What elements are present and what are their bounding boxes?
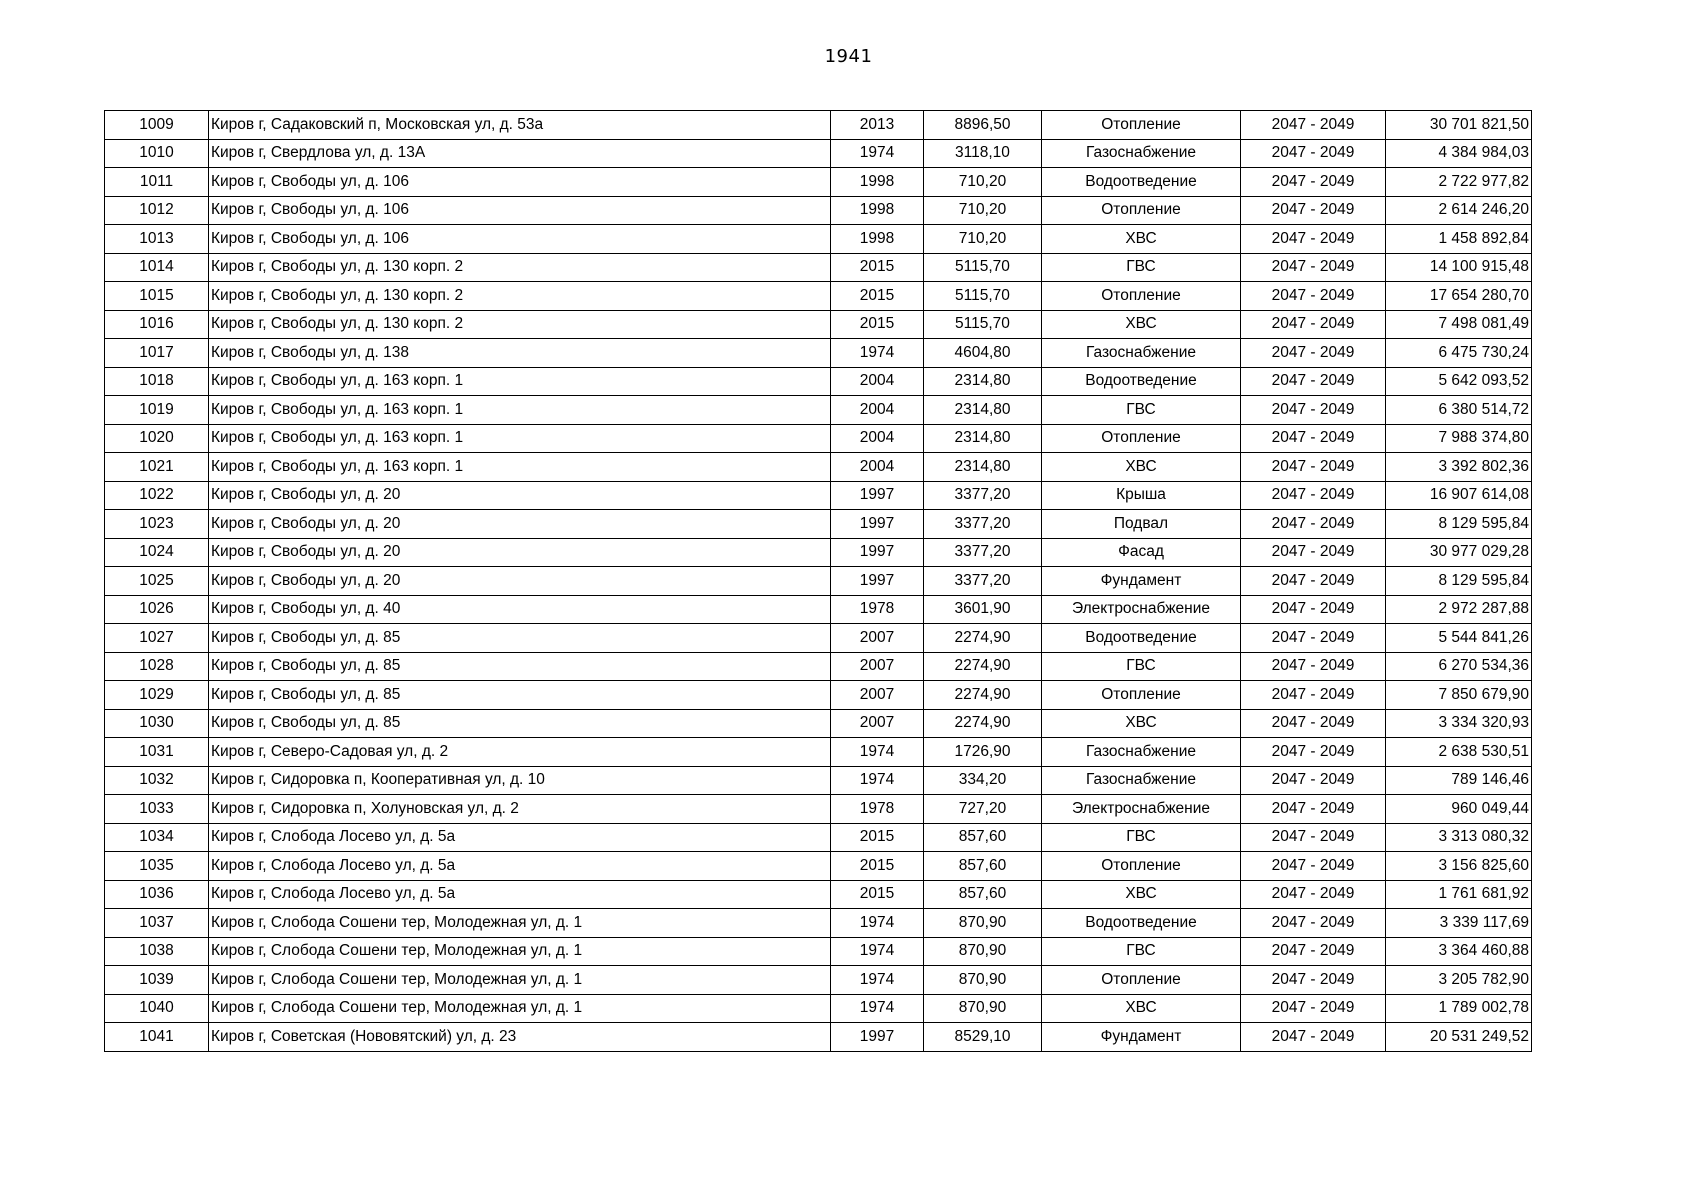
cell-year: 2004	[831, 367, 924, 396]
table-row	[105, 852, 1532, 881]
table-row	[105, 681, 1532, 710]
cell-cost: 5 544 841,26	[1386, 624, 1532, 653]
cell-area: 857,60	[924, 823, 1042, 852]
cell-area: 2314,80	[924, 396, 1042, 425]
cell-address: Киров г, Свободы ул, д. 163 корп. 1	[209, 453, 831, 482]
cell-cost: 1 789 002,78	[1386, 994, 1532, 1023]
cell-cost: 16 907 614,08	[1386, 481, 1532, 510]
cell-number: 1028	[105, 652, 209, 681]
cell-area: 2314,80	[924, 424, 1042, 453]
cell-cost: 20 531 249,52	[1386, 1023, 1532, 1052]
cell-period: 2047 - 2049	[1241, 139, 1386, 168]
cell-period: 2047 - 2049	[1241, 709, 1386, 738]
cell-period: 2047 - 2049	[1241, 994, 1386, 1023]
cell-cost: 7 850 679,90	[1386, 681, 1532, 710]
cell-address: Киров г, Свободы ул, д. 20	[209, 481, 831, 510]
table-row	[105, 709, 1532, 738]
cell-year: 2015	[831, 852, 924, 881]
cell-year: 2004	[831, 396, 924, 425]
cell-period: 2047 - 2049	[1241, 510, 1386, 539]
cell-work-type: ХВС	[1042, 880, 1241, 909]
cell-area: 2314,80	[924, 367, 1042, 396]
cell-period: 2047 - 2049	[1241, 738, 1386, 767]
table-row	[105, 567, 1532, 596]
cell-cost: 1 761 681,92	[1386, 880, 1532, 909]
table-row	[105, 424, 1532, 453]
cell-address: Киров г, Свободы ул, д. 106	[209, 168, 831, 197]
cell-year: 2007	[831, 624, 924, 653]
cell-address: Киров г, Сидоровка п, Холуновская ул, д. 2	[209, 795, 831, 824]
cell-number: 1035	[105, 852, 209, 881]
table-row	[105, 310, 1532, 339]
cell-area: 5115,70	[924, 282, 1042, 311]
cell-area: 2274,90	[924, 652, 1042, 681]
cell-area: 2314,80	[924, 453, 1042, 482]
cell-number: 1022	[105, 481, 209, 510]
cell-number: 1013	[105, 225, 209, 254]
cell-area: 4604,80	[924, 339, 1042, 368]
cell-work-type: ХВС	[1042, 994, 1241, 1023]
cell-year: 2015	[831, 880, 924, 909]
cell-cost: 17 654 280,70	[1386, 282, 1532, 311]
cell-number: 1023	[105, 510, 209, 539]
cell-period: 2047 - 2049	[1241, 339, 1386, 368]
cell-number: 1039	[105, 966, 209, 995]
cell-area: 857,60	[924, 852, 1042, 881]
cell-work-type: Подвал	[1042, 510, 1241, 539]
cell-number: 1037	[105, 909, 209, 938]
cell-year: 2015	[831, 310, 924, 339]
cell-area: 870,90	[924, 937, 1042, 966]
cell-year: 2007	[831, 709, 924, 738]
cell-address: Киров г, Свободы ул, д. 138	[209, 339, 831, 368]
cell-year: 2007	[831, 681, 924, 710]
cell-number: 1024	[105, 538, 209, 567]
cell-period: 2047 - 2049	[1241, 681, 1386, 710]
cell-year: 1998	[831, 196, 924, 225]
table-row	[105, 139, 1532, 168]
cell-number: 1025	[105, 567, 209, 596]
cell-area: 3377,20	[924, 567, 1042, 596]
cell-address: Киров г, Свободы ул, д. 106	[209, 225, 831, 254]
cell-year: 1974	[831, 994, 924, 1023]
table-row	[105, 937, 1532, 966]
cell-address: Киров г, Советская (Нововятский) ул, д. 23	[209, 1023, 831, 1052]
cell-work-type: ГВС	[1042, 823, 1241, 852]
table-row	[105, 538, 1532, 567]
cell-number: 1012	[105, 196, 209, 225]
cell-number: 1031	[105, 738, 209, 767]
cell-work-type: Фундамент	[1042, 1023, 1241, 1052]
cell-address: Киров г, Северо-Садовая ул, д. 2	[209, 738, 831, 767]
cell-period: 2047 - 2049	[1241, 396, 1386, 425]
cell-year: 2004	[831, 424, 924, 453]
cell-address: Киров г, Свободы ул, д. 163 корп. 1	[209, 396, 831, 425]
cell-work-type: Отопление	[1042, 424, 1241, 453]
cell-work-type: Водоотведение	[1042, 624, 1241, 653]
cell-address: Киров г, Свободы ул, д. 40	[209, 595, 831, 624]
cell-cost: 3 205 782,90	[1386, 966, 1532, 995]
cell-address: Киров г, Сидоровка п, Кооперативная ул, д. 10	[209, 766, 831, 795]
table-row	[105, 994, 1532, 1023]
cell-period: 2047 - 2049	[1241, 225, 1386, 254]
table-row	[105, 168, 1532, 197]
cell-work-type: ХВС	[1042, 453, 1241, 482]
table-row	[105, 253, 1532, 282]
cell-period: 2047 - 2049	[1241, 652, 1386, 681]
cell-address: Киров г, Свободы ул, д. 130 корп. 2	[209, 282, 831, 311]
cell-year: 1974	[831, 966, 924, 995]
cell-work-type: Отопление	[1042, 111, 1241, 140]
table-row	[105, 196, 1532, 225]
cell-area: 857,60	[924, 880, 1042, 909]
table-row	[105, 396, 1532, 425]
cell-address: Киров г, Свободы ул, д. 85	[209, 624, 831, 653]
cell-area: 3601,90	[924, 595, 1042, 624]
cell-number: 1020	[105, 424, 209, 453]
cell-year: 1974	[831, 766, 924, 795]
cell-period: 2047 - 2049	[1241, 424, 1386, 453]
cell-number: 1034	[105, 823, 209, 852]
cell-period: 2047 - 2049	[1241, 766, 1386, 795]
cell-cost: 6 270 534,36	[1386, 652, 1532, 681]
cell-number: 1027	[105, 624, 209, 653]
cell-work-type: Отопление	[1042, 681, 1241, 710]
cell-cost: 3 339 117,69	[1386, 909, 1532, 938]
cell-number: 1016	[105, 310, 209, 339]
cell-year: 2004	[831, 453, 924, 482]
cell-work-type: Электроснабжение	[1042, 595, 1241, 624]
cell-work-type: ГВС	[1042, 937, 1241, 966]
cell-work-type: ХВС	[1042, 709, 1241, 738]
cell-cost: 6 475 730,24	[1386, 339, 1532, 368]
cell-address: Киров г, Свободы ул, д. 106	[209, 196, 831, 225]
cell-cost: 8 129 595,84	[1386, 567, 1532, 596]
cell-cost: 7 498 081,49	[1386, 310, 1532, 339]
cell-area: 8896,50	[924, 111, 1042, 140]
cell-period: 2047 - 2049	[1241, 795, 1386, 824]
cell-number: 1010	[105, 139, 209, 168]
table-row	[105, 282, 1532, 311]
cell-work-type: ГВС	[1042, 652, 1241, 681]
cell-area: 3377,20	[924, 510, 1042, 539]
cell-area: 710,20	[924, 196, 1042, 225]
table-row	[105, 966, 1532, 995]
cell-cost: 30 701 821,50	[1386, 111, 1532, 140]
cell-work-type: Газоснабжение	[1042, 738, 1241, 767]
cell-period: 2047 - 2049	[1241, 310, 1386, 339]
cell-year: 2007	[831, 652, 924, 681]
cell-number: 1029	[105, 681, 209, 710]
table-row	[105, 510, 1532, 539]
table-row	[105, 111, 1532, 140]
cell-period: 2047 - 2049	[1241, 880, 1386, 909]
cell-address: Киров г, Свердлова ул, д. 13А	[209, 139, 831, 168]
cell-address: Киров г, Свободы ул, д. 20	[209, 538, 831, 567]
cell-address: Киров г, Свободы ул, д. 20	[209, 567, 831, 596]
cell-cost: 30 977 029,28	[1386, 538, 1532, 567]
cell-work-type: Фундамент	[1042, 567, 1241, 596]
cell-area: 5115,70	[924, 253, 1042, 282]
repair-schedule-table	[104, 110, 1532, 1052]
cell-number: 1033	[105, 795, 209, 824]
cell-work-type: Фасад	[1042, 538, 1241, 567]
cell-cost: 14 100 915,48	[1386, 253, 1532, 282]
cell-period: 2047 - 2049	[1241, 1023, 1386, 1052]
cell-cost: 5 642 093,52	[1386, 367, 1532, 396]
cell-area: 710,20	[924, 168, 1042, 197]
cell-cost: 2 972 287,88	[1386, 595, 1532, 624]
cell-number: 1011	[105, 168, 209, 197]
cell-address: Киров г, Слобода Лосево ул, д. 5а	[209, 823, 831, 852]
cell-number: 1009	[105, 111, 209, 140]
cell-work-type: ГВС	[1042, 253, 1241, 282]
cell-cost: 3 334 320,93	[1386, 709, 1532, 738]
cell-cost: 2 722 977,82	[1386, 168, 1532, 197]
table-row	[105, 453, 1532, 482]
table-row	[105, 766, 1532, 795]
cell-period: 2047 - 2049	[1241, 253, 1386, 282]
cell-area: 2274,90	[924, 681, 1042, 710]
cell-period: 2047 - 2049	[1241, 196, 1386, 225]
cell-number: 1026	[105, 595, 209, 624]
cell-address: Киров г, Свободы ул, д. 85	[209, 681, 831, 710]
cell-area: 870,90	[924, 994, 1042, 1023]
cell-number: 1019	[105, 396, 209, 425]
cell-work-type: Газоснабжение	[1042, 766, 1241, 795]
table-row	[105, 738, 1532, 767]
cell-number: 1032	[105, 766, 209, 795]
cell-cost: 3 392 802,36	[1386, 453, 1532, 482]
table-row	[105, 880, 1532, 909]
cell-year: 1997	[831, 567, 924, 596]
cell-work-type: Отопление	[1042, 282, 1241, 311]
table-row	[105, 225, 1532, 254]
page-number: 1941	[824, 46, 873, 67]
cell-period: 2047 - 2049	[1241, 909, 1386, 938]
cell-cost: 960 049,44	[1386, 795, 1532, 824]
cell-number: 1015	[105, 282, 209, 311]
cell-area: 2274,90	[924, 709, 1042, 738]
cell-area: 727,20	[924, 795, 1042, 824]
cell-address: Киров г, Свободы ул, д. 163 корп. 1	[209, 367, 831, 396]
cell-address: Киров г, Слобода Лосево ул, д. 5а	[209, 880, 831, 909]
cell-address: Киров г, Слобода Сошени тер, Молодежная ул, д. 1	[209, 909, 831, 938]
cell-work-type: ХВС	[1042, 310, 1241, 339]
cell-work-type: Отопление	[1042, 852, 1241, 881]
cell-number: 1038	[105, 937, 209, 966]
cell-year: 2013	[831, 111, 924, 140]
cell-address: Киров г, Слобода Сошени тер, Молодежная ул, д. 1	[209, 994, 831, 1023]
cell-address: Киров г, Слобода Лосево ул, д. 5а	[209, 852, 831, 881]
table-row	[105, 367, 1532, 396]
cell-work-type: Водоотведение	[1042, 909, 1241, 938]
table-row	[105, 795, 1532, 824]
cell-period: 2047 - 2049	[1241, 567, 1386, 596]
cell-area: 3377,20	[924, 481, 1042, 510]
cell-period: 2047 - 2049	[1241, 823, 1386, 852]
cell-period: 2047 - 2049	[1241, 453, 1386, 482]
cell-period: 2047 - 2049	[1241, 852, 1386, 881]
cell-year: 1978	[831, 795, 924, 824]
cell-number: 1041	[105, 1023, 209, 1052]
table-row	[105, 823, 1532, 852]
cell-year: 1998	[831, 168, 924, 197]
cell-cost: 3 364 460,88	[1386, 937, 1532, 966]
cell-number: 1021	[105, 453, 209, 482]
cell-period: 2047 - 2049	[1241, 111, 1386, 140]
table-row	[105, 481, 1532, 510]
cell-year: 1998	[831, 225, 924, 254]
cell-work-type: Крыша	[1042, 481, 1241, 510]
cell-period: 2047 - 2049	[1241, 595, 1386, 624]
cell-number: 1030	[105, 709, 209, 738]
cell-year: 2015	[831, 282, 924, 311]
cell-address: Киров г, Слобода Сошени тер, Молодежная ул, д. 1	[209, 937, 831, 966]
cell-year: 1974	[831, 738, 924, 767]
cell-area: 8529,10	[924, 1023, 1042, 1052]
cell-year: 1974	[831, 339, 924, 368]
cell-work-type: Отопление	[1042, 196, 1241, 225]
cell-area: 5115,70	[924, 310, 1042, 339]
cell-address: Киров г, Свободы ул, д. 130 корп. 2	[209, 253, 831, 282]
cell-cost: 2 614 246,20	[1386, 196, 1532, 225]
cell-year: 1974	[831, 909, 924, 938]
table-row	[105, 624, 1532, 653]
cell-area: 2274,90	[924, 624, 1042, 653]
cell-work-type: ГВС	[1042, 396, 1241, 425]
cell-area: 3377,20	[924, 538, 1042, 567]
cell-cost: 6 380 514,72	[1386, 396, 1532, 425]
table-row	[105, 595, 1532, 624]
cell-address: Киров г, Свободы ул, д. 20	[209, 510, 831, 539]
cell-address: Киров г, Садаковский п, Московская ул, д. 53а	[209, 111, 831, 140]
cell-period: 2047 - 2049	[1241, 937, 1386, 966]
cell-area: 334,20	[924, 766, 1042, 795]
table-row	[105, 339, 1532, 368]
cell-cost: 3 313 080,32	[1386, 823, 1532, 852]
cell-year: 2015	[831, 253, 924, 282]
cell-area: 870,90	[924, 966, 1042, 995]
cell-year: 1997	[831, 481, 924, 510]
cell-year: 2015	[831, 823, 924, 852]
cell-number: 1018	[105, 367, 209, 396]
cell-period: 2047 - 2049	[1241, 966, 1386, 995]
cell-area: 1726,90	[924, 738, 1042, 767]
cell-area: 710,20	[924, 225, 1042, 254]
cell-work-type: Электроснабжение	[1042, 795, 1241, 824]
cell-number: 1036	[105, 880, 209, 909]
cell-cost: 1 458 892,84	[1386, 225, 1532, 254]
cell-year: 1997	[831, 1023, 924, 1052]
cell-area: 3118,10	[924, 139, 1042, 168]
cell-period: 2047 - 2049	[1241, 624, 1386, 653]
cell-work-type: Водоотведение	[1042, 168, 1241, 197]
cell-work-type: ХВС	[1042, 225, 1241, 254]
cell-cost: 8 129 595,84	[1386, 510, 1532, 539]
cell-year: 1997	[831, 538, 924, 567]
cell-address: Киров г, Свободы ул, д. 85	[209, 652, 831, 681]
cell-year: 1997	[831, 510, 924, 539]
cell-address: Киров г, Слобода Сошени тер, Молодежная ул, д. 1	[209, 966, 831, 995]
table-body	[105, 111, 1532, 1052]
cell-area: 870,90	[924, 909, 1042, 938]
cell-year: 1974	[831, 937, 924, 966]
table-row	[105, 1023, 1532, 1052]
cell-work-type: Газоснабжение	[1042, 339, 1241, 368]
cell-cost: 7 988 374,80	[1386, 424, 1532, 453]
cell-period: 2047 - 2049	[1241, 282, 1386, 311]
cell-address: Киров г, Свободы ул, д. 130 корп. 2	[209, 310, 831, 339]
cell-period: 2047 - 2049	[1241, 168, 1386, 197]
cell-year: 1978	[831, 595, 924, 624]
cell-cost: 4 384 984,03	[1386, 139, 1532, 168]
cell-number: 1014	[105, 253, 209, 282]
cell-work-type: Водоотведение	[1042, 367, 1241, 396]
cell-work-type: Газоснабжение	[1042, 139, 1241, 168]
cell-period: 2047 - 2049	[1241, 538, 1386, 567]
cell-period: 2047 - 2049	[1241, 481, 1386, 510]
table-row	[105, 909, 1532, 938]
table-row	[105, 652, 1532, 681]
cell-cost: 789 146,46	[1386, 766, 1532, 795]
cell-number: 1040	[105, 994, 209, 1023]
cell-work-type: Отопление	[1042, 966, 1241, 995]
cell-cost: 3 156 825,60	[1386, 852, 1532, 881]
cell-period: 2047 - 2049	[1241, 367, 1386, 396]
cell-cost: 2 638 530,51	[1386, 738, 1532, 767]
cell-number: 1017	[105, 339, 209, 368]
cell-address: Киров г, Свободы ул, д. 85	[209, 709, 831, 738]
cell-address: Киров г, Свободы ул, д. 163 корп. 1	[209, 424, 831, 453]
cell-year: 1974	[831, 139, 924, 168]
